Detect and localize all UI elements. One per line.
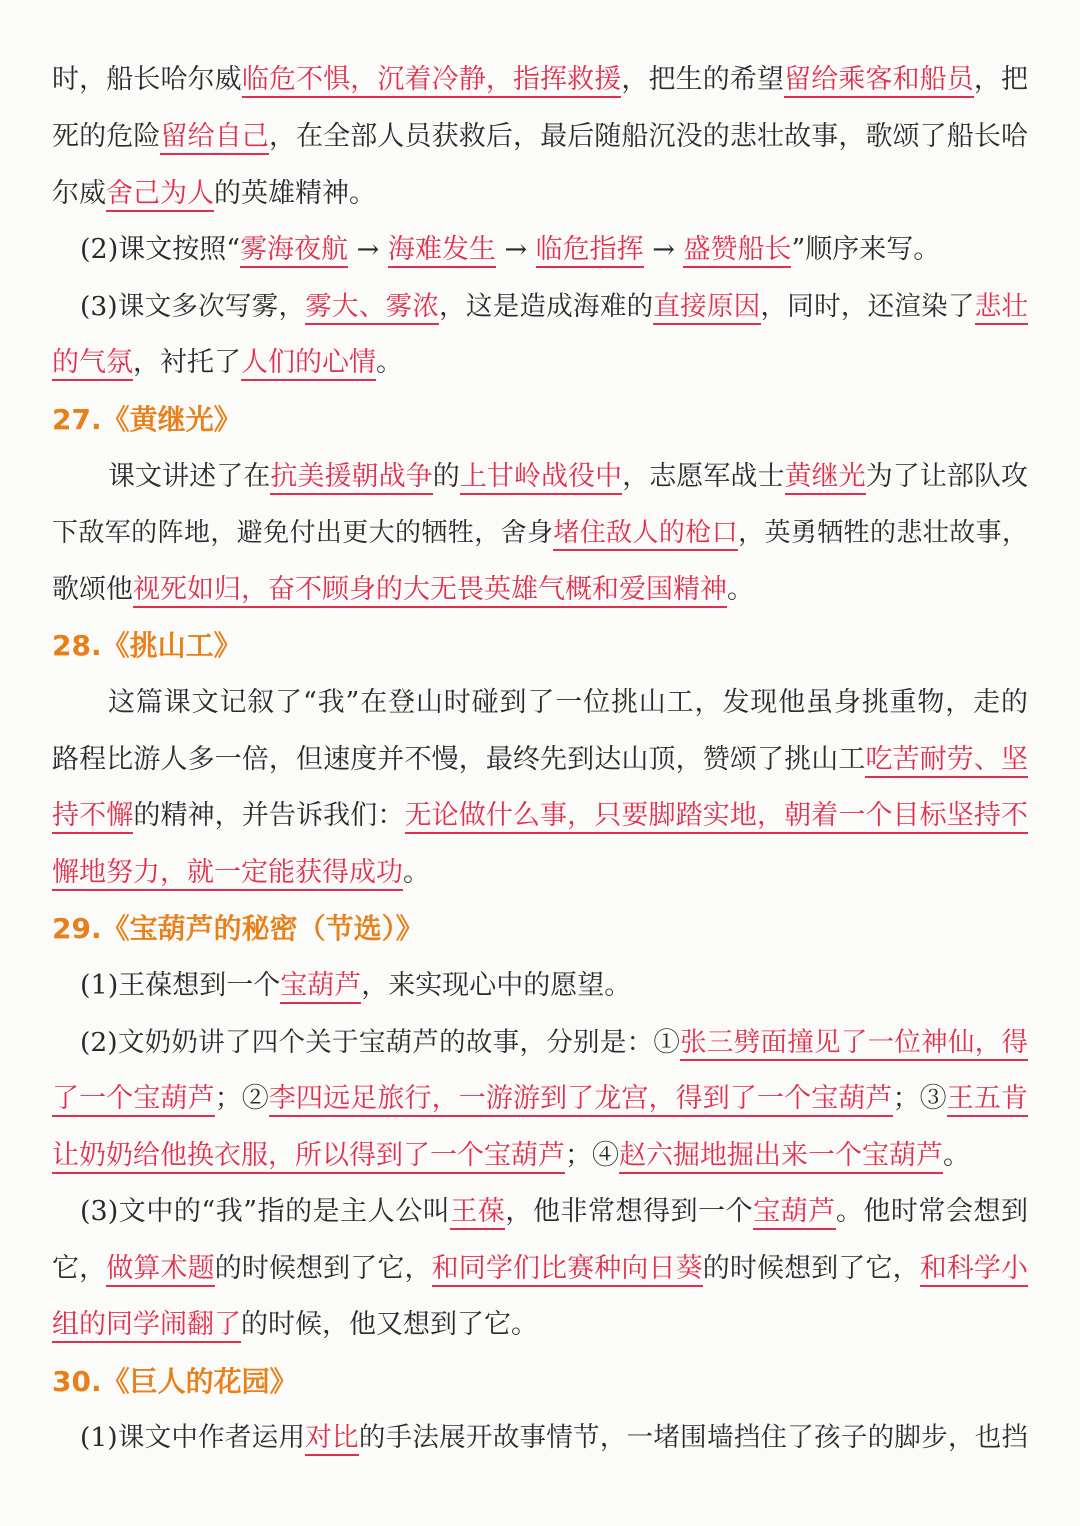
section-heading-28: 28.《挑山工》 xyxy=(52,629,242,662)
key-phrase: 堵住敌人的枪口 xyxy=(553,518,738,551)
text-run: ，把 xyxy=(973,64,1029,95)
key-phrase: 悲壮 xyxy=(975,291,1028,325)
key-phrase: 让奶奶给他换衣服，所以得到了一个宝葫芦 xyxy=(52,1140,565,1174)
text-run: 歌颂他 xyxy=(52,574,133,605)
text-run: ，他非常想得到一个 xyxy=(505,1196,754,1227)
text-run: ，来实现心中的愿望。 xyxy=(361,970,632,1001)
text-run: 的精神，并告诉我们： xyxy=(133,800,405,831)
text-run: (2)课文按照“ xyxy=(80,234,241,265)
paragraph-line xyxy=(80,279,1028,335)
text-run: (2)文奶奶讲了四个关于宝葫芦的故事，分别是：① xyxy=(80,1027,681,1058)
key-phrase: 赵六掘地掘出来一个宝葫芦 xyxy=(619,1140,943,1174)
key-phrase: 盛赞船长 xyxy=(683,234,791,268)
paragraph-line xyxy=(52,1071,1028,1127)
key-phrase: 上甘岭战役中 xyxy=(460,461,622,495)
paragraph-line xyxy=(52,52,1028,108)
text-run: ；② xyxy=(214,1083,269,1114)
paragraph-line xyxy=(52,845,1028,901)
key-phrase: 李四远足旅行，一游游到了龙宫，得到了一个宝葫芦 xyxy=(269,1083,893,1117)
key-phrase: 直接原因 xyxy=(653,291,760,325)
paragraph-line xyxy=(52,505,1028,561)
text-run: (3)文中的“我”指的是主人公叫 xyxy=(80,1196,451,1227)
key-phrase: 吃苦耐劳、坚 xyxy=(865,744,1028,778)
arrow-text: → xyxy=(348,234,388,265)
text-run: 的手法展开故事情节，一堵围墙挡住了孩子的脚步，也挡 xyxy=(358,1422,1029,1453)
key-phrase: 抗美援朝战争 xyxy=(270,461,432,495)
text-run: 下敌军的阵地，避免付出更大的牺牲，舍身 xyxy=(52,518,554,548)
key-phrase: 宝葫芦 xyxy=(280,970,361,1004)
key-phrase: 和科学小 xyxy=(920,1253,1028,1287)
paragraph-line xyxy=(52,1241,1028,1297)
text-run: ，把生的希望 xyxy=(621,64,785,95)
paragraph-line xyxy=(80,222,1028,278)
paragraph-line xyxy=(80,1015,1028,1071)
text-run: 的时候想到了它， xyxy=(702,1253,920,1284)
text-run: 的时候想到了它， xyxy=(214,1253,432,1284)
paragraph-line xyxy=(52,1128,1028,1184)
key-phrase: 留给乘客和船员 xyxy=(784,64,974,98)
text-run: 。 xyxy=(727,574,754,605)
text-run: 的时候，他又想到了它。 xyxy=(241,1309,538,1340)
paragraph-line xyxy=(52,109,1028,165)
key-phrase: 无论做什么事，只要脚踏实地，朝着一个目标坚持不 xyxy=(405,800,1029,834)
text-run: 。 xyxy=(943,1140,970,1171)
text-run: 。他时常会想到 xyxy=(835,1196,1029,1227)
text-run: 为了让部队攻 xyxy=(865,461,1029,492)
key-phrase: 和同学们比赛种向日葵 xyxy=(432,1253,703,1287)
key-phrase: 懈地努力，就一定能获得成功 xyxy=(52,857,403,891)
paragraph-line xyxy=(80,958,1028,1014)
text-run: 死的危险 xyxy=(52,121,161,152)
paragraph-line xyxy=(52,788,1028,844)
text-run: ，衬托了 xyxy=(133,347,241,378)
section-heading-30: 30.《巨人的花园》 xyxy=(52,1365,298,1398)
text-run: 尔威 xyxy=(52,178,106,209)
text-run: 的 xyxy=(432,461,460,492)
paragraph-line xyxy=(52,562,1028,618)
key-phrase: 了一个宝葫芦 xyxy=(52,1083,215,1117)
key-phrase: 组的同学闹翻了 xyxy=(52,1309,241,1343)
text-run: ，英勇牺牲的悲壮故事， xyxy=(738,518,1028,548)
text-run: ，同时，还渲染了 xyxy=(760,291,975,322)
paragraph-line xyxy=(108,449,1028,505)
key-phrase: 宝葫芦 xyxy=(753,1196,836,1230)
text-run: ；④ xyxy=(565,1140,619,1171)
section-heading-27: 27.《黄继光》 xyxy=(52,403,242,436)
paragraph-line xyxy=(108,675,1028,731)
key-phrase: 对比 xyxy=(305,1422,359,1456)
key-phrase: 舍己为人 xyxy=(106,178,214,212)
key-phrase: 的气氛 xyxy=(52,347,133,381)
key-phrase: 雾大、雾浓 xyxy=(305,291,439,325)
text-run: (1)课文中作者运用 xyxy=(80,1422,306,1453)
text-run: 的英雄精神。 xyxy=(214,178,376,209)
text-run: ；③ xyxy=(892,1083,947,1114)
paragraph-line xyxy=(52,166,1028,222)
key-phrase: 王葆 xyxy=(450,1196,505,1230)
text-run: (3)课文多次写雾， xyxy=(80,291,306,322)
text-run: 这篇课文记叙了“我”在登山时碰到了一位挑山工，发现他虽身挑重物，走的 xyxy=(108,687,1028,718)
key-phrase: 临危不惧，沉着冷静，指挥救援 xyxy=(242,64,622,98)
text-run: 。 xyxy=(403,857,430,888)
paragraph-line xyxy=(80,1410,1028,1466)
key-phrase: 王五肯 xyxy=(947,1083,1028,1117)
paragraph-line xyxy=(52,335,1028,391)
text-run: 路程比游人多一倍，但速度并不慢，最终先到达山顶，赞颂了挑山工 xyxy=(52,744,866,775)
paragraph-line xyxy=(80,1184,1028,1240)
text-run: ”顺序来写。 xyxy=(791,234,941,265)
text-run: 。 xyxy=(376,347,403,378)
arrow-text: → xyxy=(643,234,684,265)
section-heading-29: 29.《宝葫芦的秘密（节选）》 xyxy=(52,912,424,945)
key-phrase: 持不懈 xyxy=(52,800,133,834)
key-phrase: 雾海夜航 xyxy=(240,234,348,268)
key-phrase: 留给自己 xyxy=(160,121,268,155)
arrow-text: → xyxy=(495,234,536,265)
text-run: ，在全部人员获救后，最后随船沉没的悲壮故事，歌颂了船长哈 xyxy=(268,121,1029,152)
key-phrase: 临危指挥 xyxy=(536,234,644,268)
key-phrase: 做算术题 xyxy=(106,1253,214,1287)
text-run: (1)王葆想到一个 xyxy=(80,970,281,1001)
text-run: 课文讲述了在 xyxy=(108,461,271,492)
key-phrase: 黄继光 xyxy=(785,461,866,495)
key-phrase: 人们的心情 xyxy=(241,347,376,381)
text-run: ，这是造成海难的 xyxy=(439,291,654,322)
key-phrase: 张三劈面撞见了一位神仙，得 xyxy=(680,1027,1028,1061)
key-phrase: 海难发生 xyxy=(388,234,496,268)
text-run: 它， xyxy=(52,1253,107,1284)
paragraph-line xyxy=(52,732,1028,788)
key-phrase: 视死如归，奋不顾身的大无畏英雄气概和爱国精神 xyxy=(133,574,727,608)
paragraph-line xyxy=(52,1297,1028,1353)
text-run: 时，船长哈尔威 xyxy=(52,64,242,95)
text-run: ，志愿军战士 xyxy=(622,461,785,492)
